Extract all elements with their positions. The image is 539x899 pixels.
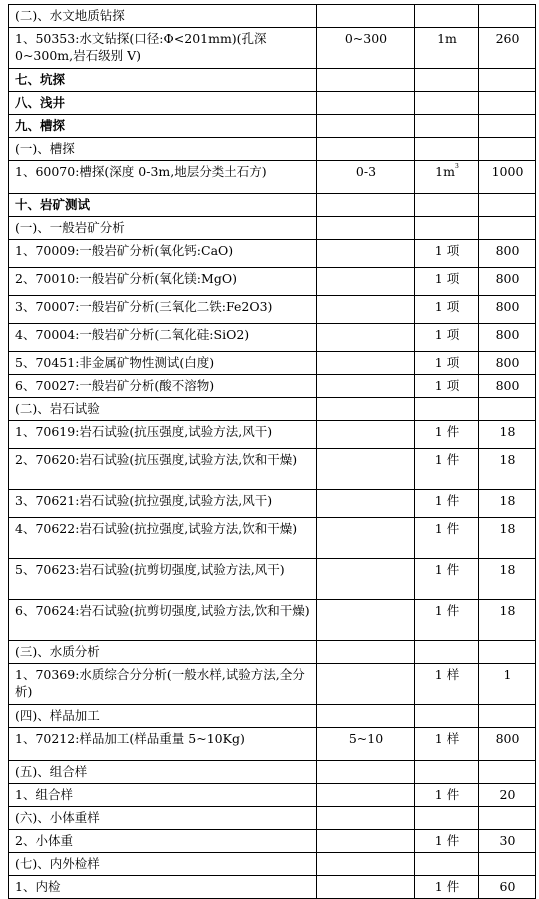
item-description: 1、70009:一般岩矿分析(氧化钙:CaO)	[9, 240, 317, 268]
item-range: 5~10	[317, 728, 415, 761]
item-unit: 1 件	[415, 876, 479, 899]
item-range: 0~300	[317, 28, 415, 69]
item-description: 3、70007:一般岩矿分析(三氧化二铁:Fe2O3)	[9, 296, 317, 324]
item-unit: 1 项	[415, 240, 479, 268]
section-heading: (六)、小体重样	[9, 807, 317, 830]
table-row	[9, 5, 536, 28]
table-row	[9, 518, 536, 559]
item-range: 0-3	[317, 161, 415, 194]
item-price: 18	[479, 449, 536, 490]
item-unit: 1 项	[415, 352, 479, 375]
item-description: 5、70451:非金属矿物性测试(白度)	[9, 352, 317, 375]
item-description: 2、70620:岩石试验(抗压强度,试验方法,饮和干燥)	[9, 449, 317, 490]
table-row	[9, 641, 536, 664]
table-row	[9, 398, 536, 421]
item-description: 1、60070:槽探(深度 0-3m,地层分类土石方)	[9, 161, 317, 194]
item-price: 18	[479, 600, 536, 641]
section-heading: 九、槽探	[9, 115, 317, 138]
unit-superscript: 3	[454, 163, 459, 170]
item-price: 18	[479, 490, 536, 518]
item-unit: 1 样	[415, 728, 479, 761]
item-unit: 1 项	[415, 375, 479, 398]
item-description: 2、70010:一般岩矿分析(氧化镁:MgO)	[9, 268, 317, 296]
item-range	[317, 876, 415, 899]
item-price: 18	[479, 421, 536, 449]
item-unit: 1 件	[415, 559, 479, 600]
item-price: 800	[479, 324, 536, 352]
table-row	[9, 876, 536, 899]
item-price: 800	[479, 352, 536, 375]
table-row	[9, 28, 536, 69]
table-row	[9, 92, 536, 115]
table-row	[9, 69, 536, 92]
item-price: 800	[479, 728, 536, 761]
price-table-body	[9, 5, 536, 899]
item-unit: 1 项	[415, 324, 479, 352]
table-row	[9, 194, 536, 217]
item-unit: 1 样	[415, 664, 479, 705]
item-price: 800	[479, 268, 536, 296]
section-heading: 八、浅井	[9, 92, 317, 115]
item-description: 1、70619:岩石试验(抗压强度,试验方法,风干)	[9, 421, 317, 449]
item-price: 18	[479, 518, 536, 559]
table-row	[9, 324, 536, 352]
section-heading: (二)、水文地质钻探	[9, 5, 317, 28]
item-range	[317, 449, 415, 490]
item-range	[317, 324, 415, 352]
item-unit: 1 件	[415, 784, 479, 807]
section-heading: (一)、槽探	[9, 138, 317, 161]
item-price: 260	[479, 28, 536, 69]
item-range	[317, 664, 415, 705]
item-range	[317, 490, 415, 518]
table-row	[9, 728, 536, 761]
item-price: 1	[479, 664, 536, 705]
item-price: 20	[479, 784, 536, 807]
item-unit: 1 件	[415, 830, 479, 853]
table-row	[9, 559, 536, 600]
item-unit: 1m	[415, 28, 479, 69]
item-range	[317, 600, 415, 641]
item-price: 18	[479, 559, 536, 600]
item-description: 4、70004:一般岩矿分析(二氧化硅:SiO2)	[9, 324, 317, 352]
item-unit: 1 件	[415, 490, 479, 518]
table-row	[9, 600, 536, 641]
item-description: 2、小体重	[9, 830, 317, 853]
item-description: 1、内检	[9, 876, 317, 899]
item-range	[317, 268, 415, 296]
item-description: 1、70369:水质综合分分析(一般水样,试验方法,全分析)	[9, 664, 317, 705]
section-heading: (二)、岩石试验	[9, 398, 317, 421]
item-price: 800	[479, 375, 536, 398]
item-price: 1000	[479, 161, 536, 194]
table-row	[9, 807, 536, 830]
table-row	[9, 853, 536, 876]
item-range	[317, 296, 415, 324]
table-row	[9, 490, 536, 518]
section-heading: 十、岩矿测试	[9, 194, 317, 217]
item-unit: $1m^3$	[415, 161, 479, 194]
item-range	[317, 352, 415, 375]
table-row	[9, 296, 536, 324]
table-row	[9, 449, 536, 490]
item-unit: 1 项	[415, 296, 479, 324]
section-heading: 七、坑探	[9, 69, 317, 92]
item-unit: 1 件	[415, 421, 479, 449]
item-range	[317, 375, 415, 398]
table-row	[9, 161, 536, 194]
item-description: 1、组合样	[9, 784, 317, 807]
item-range	[317, 559, 415, 600]
table-row	[9, 421, 536, 449]
item-unit: 1 件	[415, 600, 479, 641]
table-row	[9, 138, 536, 161]
item-description: 1、50353:水文钻探(口径:Φ<201mm)(孔深 0~300m,岩石级别 V)	[9, 28, 317, 69]
item-price: 30	[479, 830, 536, 853]
item-description: 1、70212:样品加工(样品重量 5~10Kg)	[9, 728, 317, 761]
section-heading: (一)、一般岩矿分析	[9, 217, 317, 240]
price-table	[8, 4, 536, 899]
item-description: 6、70027:一般岩矿分析(酸不溶物)	[9, 375, 317, 398]
section-heading: (四)、样品加工	[9, 705, 317, 728]
table-row	[9, 761, 536, 784]
table-row	[9, 664, 536, 705]
item-description: 6、70624:岩石试验(抗剪切强度,试验方法,饮和干燥)	[9, 600, 317, 641]
section-heading: (三)、水质分析	[9, 641, 317, 664]
table-row	[9, 830, 536, 853]
table-row	[9, 705, 536, 728]
item-description: 3、70621:岩石试验(抗拉强度,试验方法,风干)	[9, 490, 317, 518]
table-row	[9, 115, 536, 138]
table-row	[9, 217, 536, 240]
item-price: 60	[479, 876, 536, 899]
item-range	[317, 518, 415, 559]
section-heading: (七)、内外检样	[9, 853, 317, 876]
item-description: 4、70622:岩石试验(抗拉强度,试验方法,饮和干燥)	[9, 518, 317, 559]
table-row	[9, 375, 536, 398]
item-unit: 1 项	[415, 268, 479, 296]
item-unit: 1 件	[415, 518, 479, 559]
table-row	[9, 268, 536, 296]
item-range	[317, 240, 415, 268]
item-description: 5、70623:岩石试验(抗剪切强度,试验方法,风干)	[9, 559, 317, 600]
item-price: 800	[479, 240, 536, 268]
section-heading: (五)、组合样	[9, 761, 317, 784]
table-row	[9, 784, 536, 807]
table-row	[9, 352, 536, 375]
table-row	[9, 240, 536, 268]
item-price: 800	[479, 296, 536, 324]
item-unit: 1 件	[415, 449, 479, 490]
item-range	[317, 830, 415, 853]
item-range	[317, 421, 415, 449]
item-range	[317, 784, 415, 807]
